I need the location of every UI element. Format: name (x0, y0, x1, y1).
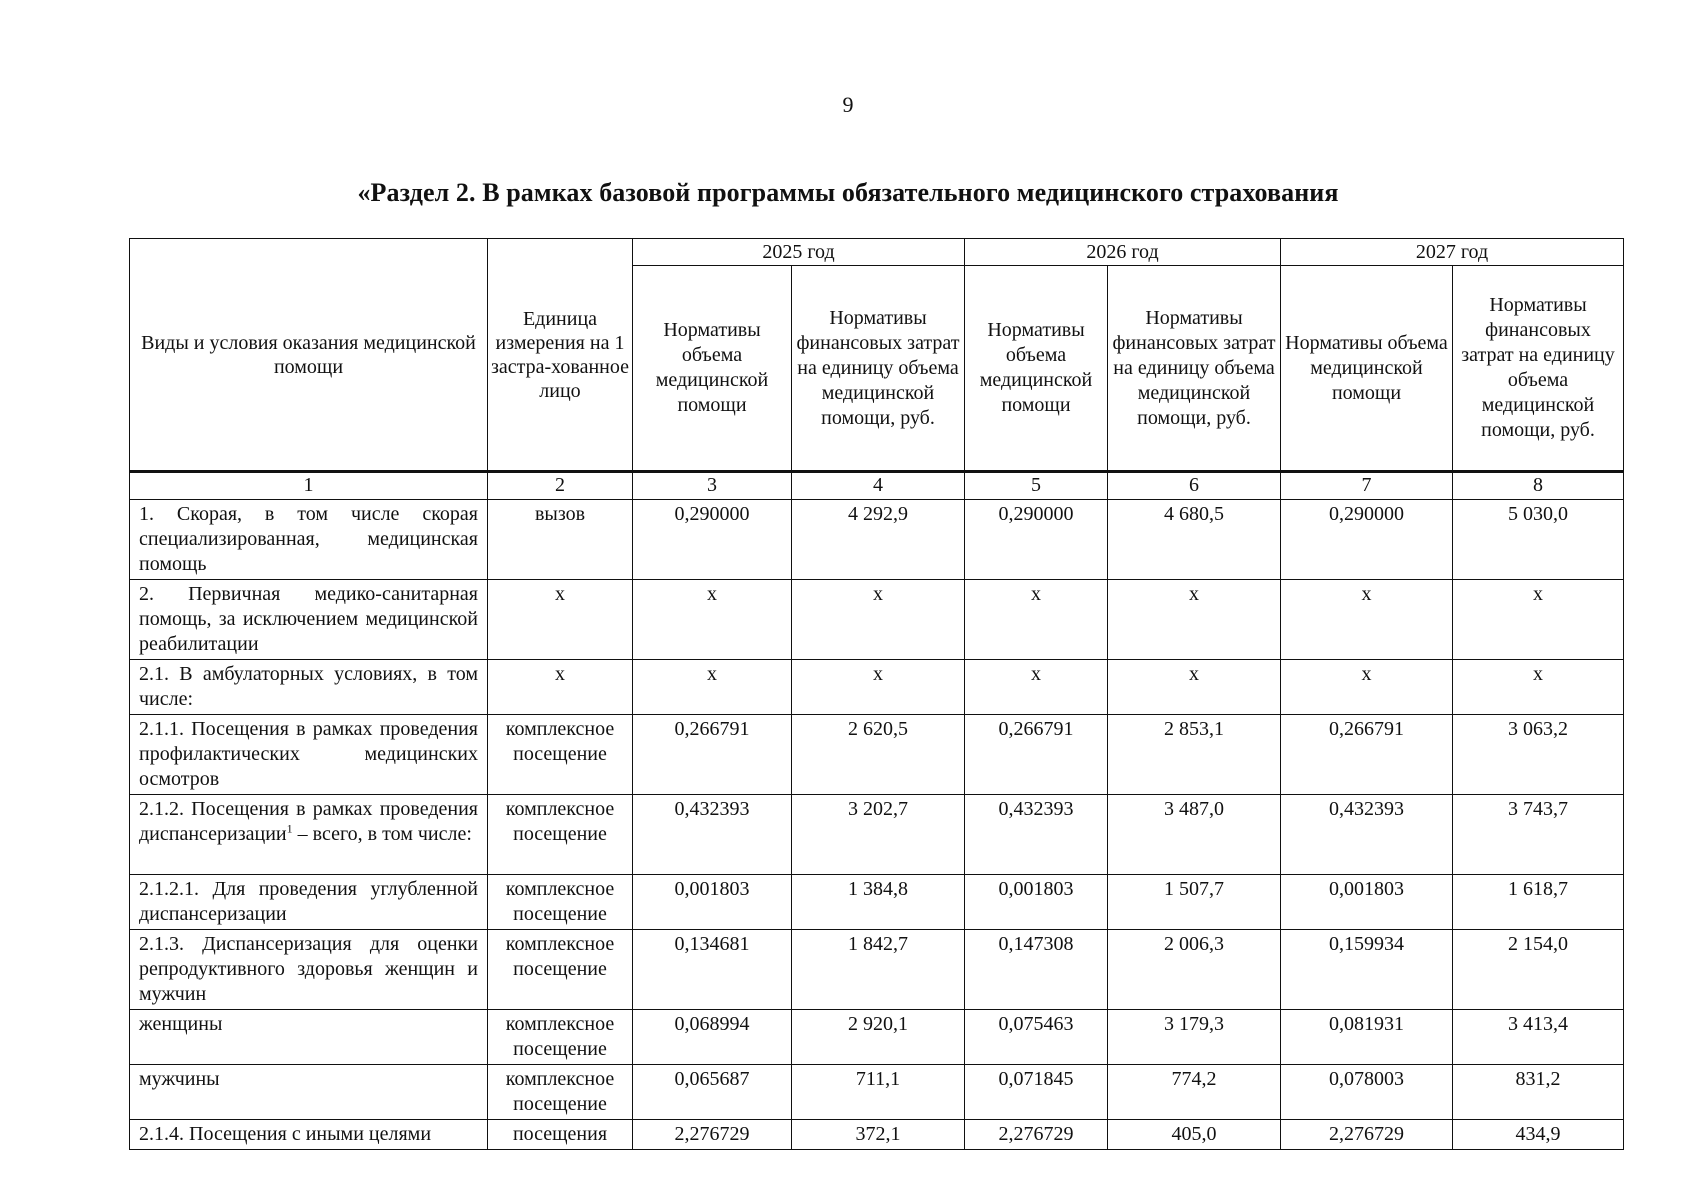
table-row (130, 660, 1624, 715)
cost-2025: 372,1 (792, 1120, 965, 1150)
column-number: 6 (1108, 472, 1281, 500)
row-unit: х (488, 660, 633, 715)
cost-2026: 3 179,3 (1108, 1010, 1281, 1065)
volume-2025: 0,290000 (633, 500, 792, 580)
volume-2025: 0,065687 (633, 1065, 792, 1120)
column-number: 8 (1453, 472, 1624, 500)
row-name-part: – всего, в том числе: (292, 823, 472, 845)
header-volume-2025: Нормативы объема медицинской помощи (633, 266, 792, 472)
table-row (130, 1010, 1624, 1065)
cost-2025: 2 620,5 (792, 715, 965, 795)
row-name: 1. Скорая, в том числе скорая специализированная, медицинская помощь (130, 500, 488, 580)
volume-2027: 0,432393 (1281, 795, 1453, 875)
cost-2027: 5 030,0 (1453, 500, 1624, 580)
header-volume-2027: Нормативы объема медицинской помощи (1281, 266, 1453, 472)
cost-2027: х (1453, 580, 1624, 660)
volume-2026: 0,001803 (965, 875, 1108, 930)
header-volume-2026: Нормативы объема медицинской помощи (965, 266, 1108, 472)
column-number: 7 (1281, 472, 1453, 500)
volume-2027: 0,290000 (1281, 500, 1453, 580)
column-number-row (130, 472, 1624, 500)
row-unit: х (488, 580, 633, 660)
row-unit: комплексное посещение (488, 715, 633, 795)
row-unit: посещения (488, 1120, 633, 1150)
row-name: 2.1.1. Посещения в рамках проведения профилактических медицинских осмотров (130, 715, 488, 795)
row-name: мужчины (130, 1065, 488, 1120)
cost-2025: х (792, 580, 965, 660)
volume-2026: х (965, 660, 1108, 715)
row-name: 2.1.3. Диспансеризация для оценки репродуктивного здоровья женщин и мужчин (130, 930, 488, 1010)
row-name: 2. Первичная медико-санитарная помощь, за исключением медицинской реабилитации (130, 580, 488, 660)
row-unit: вызов (488, 500, 633, 580)
header-year-2027: 2027 год (1281, 239, 1624, 266)
volume-2025: х (633, 580, 792, 660)
column-number: 5 (965, 472, 1108, 500)
header-types-conditions: Виды и условия оказания медицинской помощи (130, 239, 488, 472)
section-title: «Раздел 2. В рамках базовой программы обязательного медицинского страхования (357, 178, 1339, 207)
cost-2027: х (1453, 660, 1624, 715)
cost-2026: 3 487,0 (1108, 795, 1281, 875)
volume-2027: 0,266791 (1281, 715, 1453, 795)
volume-2025: 0,001803 (633, 875, 792, 930)
column-number: 1 (130, 472, 488, 500)
column-number: 2 (488, 472, 633, 500)
header-cost-2026: Нормативы финансовых затрат на единицу объема медицинской помощи, руб. (1108, 266, 1281, 472)
table-row (130, 875, 1624, 930)
volume-2027: 0,078003 (1281, 1065, 1453, 1120)
volume-2025: 0,266791 (633, 715, 792, 795)
row-name: 2.1.2.1. Для проведения углубленной диспансеризации (130, 875, 488, 930)
volume-2026: 0,071845 (965, 1065, 1108, 1120)
cost-2026: 2 006,3 (1108, 930, 1281, 1010)
cost-2025: х (792, 660, 965, 715)
cost-2025: 1 384,8 (792, 875, 965, 930)
volume-2025: 0,068994 (633, 1010, 792, 1065)
cost-2027: 831,2 (1453, 1065, 1624, 1120)
table-row (130, 930, 1624, 1010)
cost-2027: 434,9 (1453, 1120, 1624, 1150)
header-unit: Единица измерения на 1 застра-хованное лицо (488, 239, 633, 472)
volume-2026: 0,290000 (965, 500, 1108, 580)
cost-2027: 3 743,7 (1453, 795, 1624, 875)
volume-2026: 0,147308 (965, 930, 1108, 1010)
cost-2027: 1 618,7 (1453, 875, 1624, 930)
header-cost-2025: Нормативы финансовых затрат на единицу объема медицинской помощи, руб. (792, 266, 965, 472)
cost-2027: 2 154,0 (1453, 930, 1624, 1010)
row-unit: комплексное посещение (488, 875, 633, 930)
row-unit: комплексное посещение (488, 1065, 633, 1120)
cost-2025: 3 202,7 (792, 795, 965, 875)
volume-2026: 2,276729 (965, 1120, 1108, 1150)
header-year-2026: 2026 год (965, 239, 1281, 266)
cost-2025: 2 920,1 (792, 1010, 965, 1065)
page-number: 9 (842, 92, 854, 117)
cost-2025: 711,1 (792, 1065, 965, 1120)
volume-2026: 0,432393 (965, 795, 1108, 875)
norms-table (129, 238, 1624, 1150)
volume-2026: 0,266791 (965, 715, 1108, 795)
column-number: 3 (633, 472, 792, 500)
table-row (130, 580, 1624, 660)
volume-2026: 0,075463 (965, 1010, 1108, 1065)
row-unit: комплексное посещение (488, 1010, 633, 1065)
cost-2027: 3 413,4 (1453, 1010, 1624, 1065)
row-unit: комплексное посещение (488, 930, 633, 1010)
footnote-marker: 1 (286, 821, 293, 836)
cost-2026: 2 853,1 (1108, 715, 1281, 795)
volume-2027: 0,159934 (1281, 930, 1453, 1010)
volume-2027: 0,081931 (1281, 1010, 1453, 1065)
table-row (130, 500, 1624, 580)
column-number: 4 (792, 472, 965, 500)
cost-2026: 4 680,5 (1108, 500, 1281, 580)
cost-2025: 4 292,9 (792, 500, 965, 580)
row-name (130, 795, 488, 875)
norms-table-wrapper (129, 238, 1623, 1150)
row-name-part: 2.1.2. Посещения в рамках проведения диспансеризации (139, 798, 478, 845)
table-row (130, 795, 1624, 875)
volume-2027: 0,001803 (1281, 875, 1453, 930)
row-name: 2.1. В амбулаторных условиях, в том числе: (130, 660, 488, 715)
volume-2026: х (965, 580, 1108, 660)
table-row (130, 1120, 1624, 1150)
volume-2025: 0,432393 (633, 795, 792, 875)
row-name: 2.1.4. Посещения с иными целями (130, 1120, 488, 1150)
header-cost-2027: Нормативы финансовых затрат на единицу объема медицинской помощи, руб. (1453, 266, 1624, 472)
cost-2026: 1 507,7 (1108, 875, 1281, 930)
header-year-2025: 2025 год (633, 239, 965, 266)
volume-2025: х (633, 660, 792, 715)
row-unit: комплексное посещение (488, 795, 633, 875)
table-row (130, 1065, 1624, 1120)
volume-2025: 2,276729 (633, 1120, 792, 1150)
volume-2027: 2,276729 (1281, 1120, 1453, 1150)
cost-2027: 3 063,2 (1453, 715, 1624, 795)
cost-2026: 405,0 (1108, 1120, 1281, 1150)
table-row (130, 715, 1624, 795)
row-name: женщины (130, 1010, 488, 1065)
cost-2026: х (1108, 660, 1281, 715)
cost-2025: 1 842,7 (792, 930, 965, 1010)
volume-2027: х (1281, 580, 1453, 660)
cost-2026: х (1108, 580, 1281, 660)
cost-2026: 774,2 (1108, 1065, 1281, 1120)
volume-2027: х (1281, 660, 1453, 715)
volume-2025: 0,134681 (633, 930, 792, 1010)
